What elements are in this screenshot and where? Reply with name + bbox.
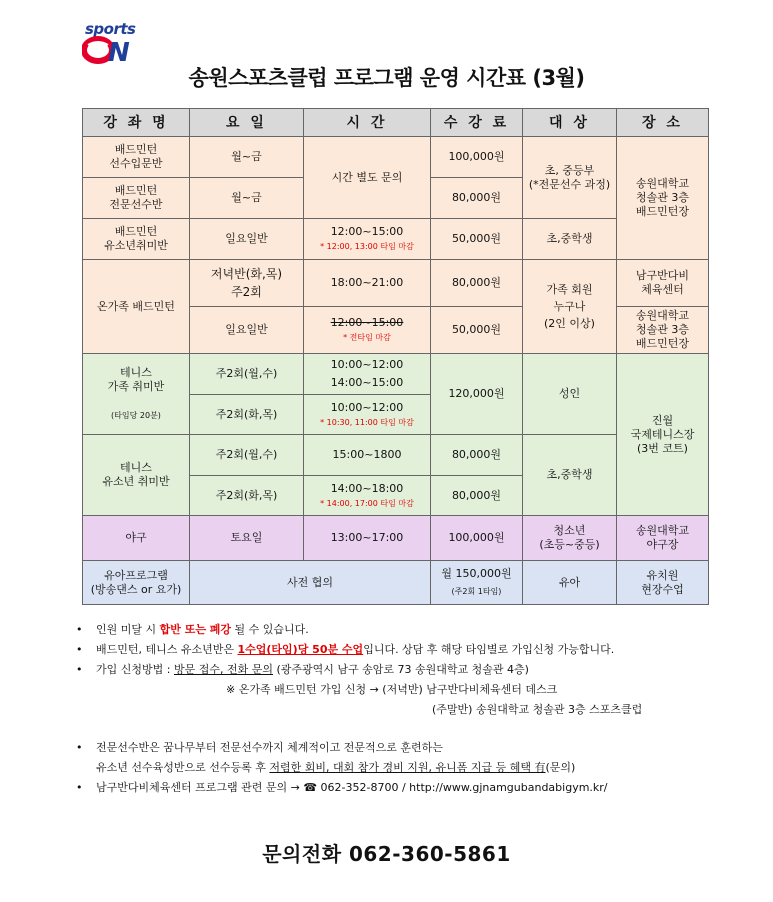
table-row bbox=[83, 219, 709, 260]
course-cell: 배드민턴 선수입문반 bbox=[83, 137, 190, 178]
day-cell: 토요일 bbox=[190, 516, 304, 561]
logo-sports-text: sports bbox=[85, 20, 136, 38]
target-cell: 청소년 (초등~중등) bbox=[523, 516, 617, 561]
time-cell: 10:00~12:00 * 10:30, 11:00 타임 마감 bbox=[304, 395, 431, 435]
note-subline: ※ 온가족 배드민턴 가입 신청 → (저녁반) 남구반다비체육센터 데스크 bbox=[226, 683, 558, 696]
fee-cell: 80,000원 bbox=[431, 476, 523, 516]
target-cell: 가족 회원 누구나 (2인 이상) bbox=[523, 260, 617, 354]
course-cell: 야구 bbox=[83, 516, 190, 561]
table-row bbox=[83, 137, 709, 178]
time-note: * 10:30, 11:00 타임 마감 bbox=[320, 417, 414, 427]
course-cell: 테니스 가족 취미반 (타임당 20분) bbox=[83, 354, 190, 435]
time-cell: 10:00~12:00 14:00~15:00 bbox=[304, 354, 431, 395]
time-note: * 14:00, 17:00 타임 마감 bbox=[320, 498, 414, 508]
time-cell: 12:00~15:00 * 전타임 마감 bbox=[304, 307, 431, 354]
day-cell: 일요일반 bbox=[190, 307, 304, 354]
day-cell: 주2회(월,수) bbox=[190, 435, 304, 476]
page-title: 송원스포츠클럽 프로그램 운영 시간표 (3월) bbox=[188, 66, 585, 90]
course-cell: 배드민턴 유소년취미반 bbox=[83, 219, 190, 260]
course-cell: 배드민턴 전문선수반 bbox=[83, 178, 190, 219]
target-cell: 유아 bbox=[523, 561, 617, 605]
fee-cell: 120,000원 bbox=[431, 354, 523, 435]
svg-text:N: N bbox=[108, 38, 130, 64]
place-cell: 송원대학교 청솔관 3층 배드민턴장 bbox=[617, 307, 709, 354]
day-cell: 월~금 bbox=[190, 137, 304, 178]
notes-section bbox=[76, 620, 736, 798]
course-cell: 유아프로그램 (방송댄스 or 요가) bbox=[83, 561, 190, 605]
day-cell: 주2회(월,수) bbox=[190, 354, 304, 395]
table-header-row bbox=[83, 109, 709, 137]
target-cell: 초, 중등부 (*전문선수 과정) bbox=[523, 137, 617, 219]
contact-phone: 문의전화 062-360-5861 bbox=[262, 842, 511, 866]
day-cell: 저녁반(화,목) 주2회 bbox=[190, 260, 304, 307]
day-cell: 주2회(화,목) bbox=[190, 395, 304, 435]
fee-cell: 80,000원 bbox=[431, 260, 523, 307]
fee-cell: 50,000원 bbox=[431, 307, 523, 354]
time-cell: 15:00~1800 bbox=[304, 435, 431, 476]
day-cell: 일요일반 bbox=[190, 219, 304, 260]
target-cell: 초,중학생 bbox=[523, 219, 617, 260]
course-cell: 온가족 배드민턴 bbox=[83, 260, 190, 354]
time-cell: 14:00~18:00 * 14:00, 17:00 타임 마감 bbox=[304, 476, 431, 516]
target-cell: 초,중학생 bbox=[523, 435, 617, 516]
fee-cell: 100,000원 bbox=[431, 516, 523, 561]
time-note: * 전타임 마감 bbox=[343, 333, 391, 342]
table-row bbox=[83, 516, 709, 561]
target-cell: 성인 bbox=[523, 354, 617, 435]
time-note: * 12:00, 13:00 타임 마감 bbox=[320, 242, 414, 251]
place-cell: 송원대학교 야구장 bbox=[617, 516, 709, 561]
time-cell: 사전 협의 bbox=[190, 561, 431, 605]
header-time: 시 간 bbox=[304, 109, 431, 137]
header-day: 요 일 bbox=[190, 109, 304, 137]
table-row bbox=[83, 260, 709, 307]
sports-on-logo bbox=[82, 20, 146, 66]
place-cell: 유치원 현장수업 bbox=[617, 561, 709, 605]
header-fee: 수 강 료 bbox=[431, 109, 523, 137]
fee-cell: 80,000원 bbox=[431, 178, 523, 219]
table-row bbox=[83, 354, 709, 395]
highlight-text: 합반 또는 폐강 bbox=[159, 623, 232, 636]
day-cell: 월~금 bbox=[190, 178, 304, 219]
highlight-text: 1수업(타임)당 50분 수업 bbox=[237, 643, 364, 656]
gym-contact-link[interactable]: 남구반다비체육센터 프로그램 관련 문의 → ☎ 062-352-8700 / http://www.gjnamgubandabigym.kr/ bbox=[96, 781, 608, 794]
table-row bbox=[83, 435, 709, 476]
note-subline: (주말반) 송원대학교 청솔관 3층 스포츠클럽 bbox=[432, 703, 643, 716]
day-cell: 주2회(화,목) bbox=[190, 476, 304, 516]
fee-cell: 50,000원 bbox=[431, 219, 523, 260]
time-cell: 18:00~21:00 bbox=[304, 260, 431, 307]
header-course: 강 좌 명 bbox=[83, 109, 190, 137]
fee-cell: 100,000원 bbox=[431, 137, 523, 178]
note-subline: 유소년 선수육성반으로 선수등록 후 저렴한 회비, 대회 참가 경비 지원, 유니폼 지급 등 혜택 有(문의) bbox=[96, 761, 576, 774]
place-cell: 진월 국제테니스장 (3번 코트) bbox=[617, 354, 709, 516]
note-item: • 인원 미달 시 합반 또는 폐강 될 수 있습니다. bbox=[76, 623, 309, 636]
time-cell: 12:00~15:00 * 12:00, 13:00 타임 마감 bbox=[304, 219, 431, 260]
schedule-table bbox=[82, 108, 709, 605]
note-item: • 배드민턴, 테니스 유소년반은 1수업(타임)당 50분 수업입니다. 상담 후 해당 타임별로 가입신청 가능합니다. bbox=[76, 643, 615, 656]
note-item: • 남구반다비체육센터 프로그램 관련 문의 → ☎ 062-352-8700 / http://www.gjnamgubandabigym.kr/ bbox=[76, 781, 608, 794]
place-cell: 남구반다비 체육센터 bbox=[617, 260, 709, 307]
header-place: 장 소 bbox=[617, 109, 709, 137]
course-cell: 테니스 유소년 취미반 bbox=[83, 435, 190, 516]
place-cell: 송원대학교 청솔관 3층 배드민턴장 bbox=[617, 137, 709, 260]
note-item: • 전문선수반은 꿈나무부터 전문선수까지 체계적이고 전문적으로 훈련하는 bbox=[76, 741, 443, 754]
fee-cell: 월 150,000원 (주2회 1타임) bbox=[431, 561, 523, 605]
table-row bbox=[83, 561, 709, 605]
header-target: 대 상 bbox=[523, 109, 617, 137]
time-cell: 시간 별도 문의 bbox=[304, 137, 431, 219]
logo-on-mark bbox=[82, 36, 144, 64]
note-item: • 가입 신청방법 : 방문 접수, 전화 문의 (광주광역시 남구 송암로 73 송원대학교 청솔관 4층) bbox=[76, 663, 529, 676]
time-cell: 13:00~17:00 bbox=[304, 516, 431, 561]
fee-cell: 80,000원 bbox=[431, 435, 523, 476]
